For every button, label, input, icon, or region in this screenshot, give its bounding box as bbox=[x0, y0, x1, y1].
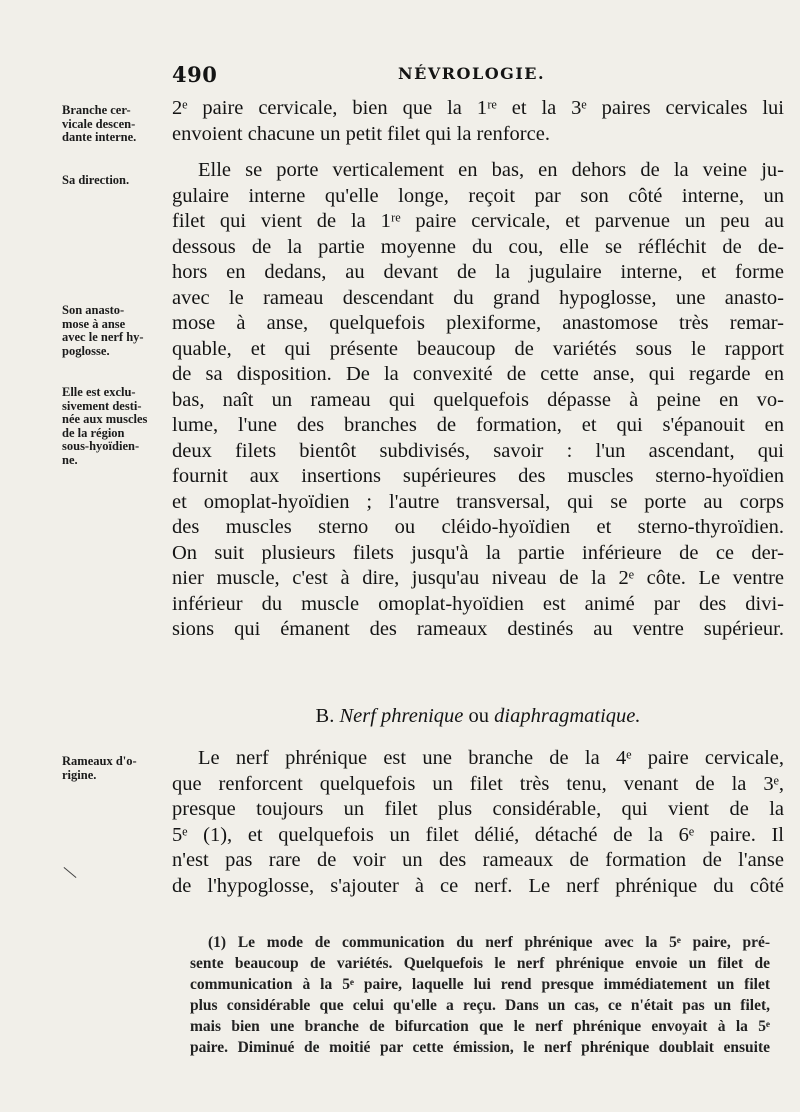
margin-note-line: Branche cer- bbox=[62, 104, 131, 117]
margin-note-line: Son anasto- bbox=[62, 304, 125, 317]
section-heading bbox=[172, 705, 784, 728]
text-line: bas, naît un rameau qui quelquefois dépasse à peine en vo- bbox=[172, 388, 784, 411]
text-line: quable, et qui présente beaucoup de variétés sous le rapport bbox=[172, 337, 784, 360]
margin-note-line: Rameaux d'o- bbox=[62, 755, 137, 768]
text-line: de sa disposition. De la convexité de cette anse, qui regarde en bbox=[172, 363, 784, 385]
footnote-line: communication à la 5ᵉ paire, laquelle lui rend presque immédiatement un filet bbox=[190, 976, 770, 993]
paragraph-continuation bbox=[172, 96, 784, 147]
text-line: Le nerf phrénique est une branche de la 4ᵉ paire cervicale, bbox=[198, 747, 784, 769]
text-line: deux filets bientôt subdivisés, savoir : l'un ascendant, qui bbox=[172, 439, 784, 462]
footnote-line: sente beaucoup de variétés. Quelquefois le nerf phrénique envoie un filet de bbox=[190, 955, 770, 972]
text-line: presque toujours un filet plus considérable, qui vient de la bbox=[172, 798, 784, 820]
section-term-1: Nerf phrenique bbox=[339, 705, 464, 727]
page-header bbox=[172, 62, 782, 86]
text-line: des muscles sterno ou cléido-hyoïdien et sterno-thyroïdien. bbox=[172, 516, 784, 538]
margin-note-branche bbox=[62, 104, 172, 145]
footnote bbox=[190, 932, 770, 1058]
section-prefix: B. bbox=[315, 705, 335, 727]
text-line: dessous de la partie moyenne du cou, elle se réfléchit de de- bbox=[172, 235, 784, 258]
text-line: On suit plusieurs filets jusqu'à la partie inférieure de ce der- bbox=[172, 541, 784, 564]
margin-note-line: ne. bbox=[62, 453, 78, 467]
footnote-line: (1) Le mode de communication du nerf phrénique avec la 5ᵉ paire, pré- bbox=[208, 934, 770, 951]
footnote-line: paire. Diminué de moitié par cette émission, le nerf phrénique doublait ensuite bbox=[190, 1039, 770, 1056]
text-line: hors en dedans, au devant de la jugulaire interne, et forme bbox=[172, 261, 784, 283]
text-line: inférieur du muscle omoplat-hyoïdien est animé par des divi- bbox=[172, 592, 784, 615]
margin-note-line: sous-hyoïdien- bbox=[62, 440, 140, 453]
text-line: nier muscle, c'est à dire, jusqu'au niveau de la 2ᵉ côte. Le ventre bbox=[172, 567, 784, 589]
text-line: avec le rameau descendant du grand hypoglosse, une anasto- bbox=[172, 286, 784, 309]
footnote-line: plus considérable que celui qu'elle a reçu. Dans un cas, ce n'était pas un filet, bbox=[190, 997, 770, 1014]
text-line: 2ᵉ paire cervicale, bien que la 1ʳᵉ et la 3ᵉ paires cervicales lui bbox=[172, 97, 784, 119]
margin-note-line: vicale descen- bbox=[62, 117, 136, 131]
stray-ink-mark bbox=[64, 867, 77, 878]
margin-note-rameaux bbox=[62, 755, 172, 782]
margin-note-line: sivement desti- bbox=[62, 399, 142, 413]
text-line: filet qui vient de la 1ʳᵉ paire cervicale, et parvenue un peu au bbox=[172, 210, 784, 232]
margin-note-line: rigine. bbox=[62, 768, 97, 782]
page-number: 490 bbox=[172, 62, 218, 87]
text-line: n'est pas rare de voir un des rameaux de formation de l'anse bbox=[172, 849, 784, 871]
section-term-2: diaphragmatique. bbox=[494, 705, 641, 727]
margin-note-line: poglosse. bbox=[62, 344, 110, 358]
text-line: envoient chacune un petit filet qui la renforce. bbox=[172, 122, 550, 145]
margin-note-line: de la région bbox=[62, 426, 125, 440]
text-line: Elle se porte verticalement en bas, en dehors de la veine ju- bbox=[198, 159, 784, 181]
margin-note-line: dante interne. bbox=[62, 131, 137, 144]
text-line: sions qui émanent des rameaux destinés au ventre supérieur. bbox=[172, 618, 784, 640]
margin-note-line: avec le nerf hy- bbox=[62, 331, 144, 344]
margin-note-line: Sa direction. bbox=[62, 174, 130, 187]
margin-note-line: mose à anse bbox=[62, 317, 126, 331]
margin-note-anastomose bbox=[62, 304, 172, 358]
margin-note-direction bbox=[62, 174, 172, 188]
margin-note-line: née aux muscles bbox=[62, 413, 148, 426]
footnote-line: mais bien une branche de bifurcation que le nerf phrénique envoyait à la 5ᵉ bbox=[190, 1018, 770, 1035]
margin-note-exclusive bbox=[62, 386, 172, 467]
text-line: 5ᵉ (1), et quelquefois un filet délié, détaché de la 6ᵉ paire. Il bbox=[172, 823, 784, 846]
running-head: NÉVROLOGIE. bbox=[398, 64, 546, 83]
text-line: fournit aux insertions supérieures des muscles sterno-hyoïdien bbox=[172, 465, 784, 487]
text-line: de l'hypoglosse, s'ajouter à ce nerf. Le nerf phrénique du côté bbox=[172, 874, 784, 897]
text-line: et omoplat-hyoïdien ; l'autre transversal, qui se porte au corps bbox=[172, 490, 784, 513]
paragraph-phrenique bbox=[172, 746, 784, 899]
section-conjunction: ou bbox=[468, 705, 490, 727]
text-line: gulaire interne qu'elle longe, reçoit par son côté interne, un bbox=[172, 184, 784, 207]
text-line: lume, l'une des branches de formation, et qui s'épanouit en bbox=[172, 414, 784, 436]
margin-note-line: Elle est exclu- bbox=[62, 386, 136, 399]
paragraph-direction bbox=[172, 158, 784, 643]
text-line: mose à anse, quelquefois plexiforme, anastomose très remar- bbox=[172, 312, 784, 334]
text-line: que renforcent quelquefois un filet très tenu, venant de la 3ᵉ, bbox=[172, 772, 784, 795]
